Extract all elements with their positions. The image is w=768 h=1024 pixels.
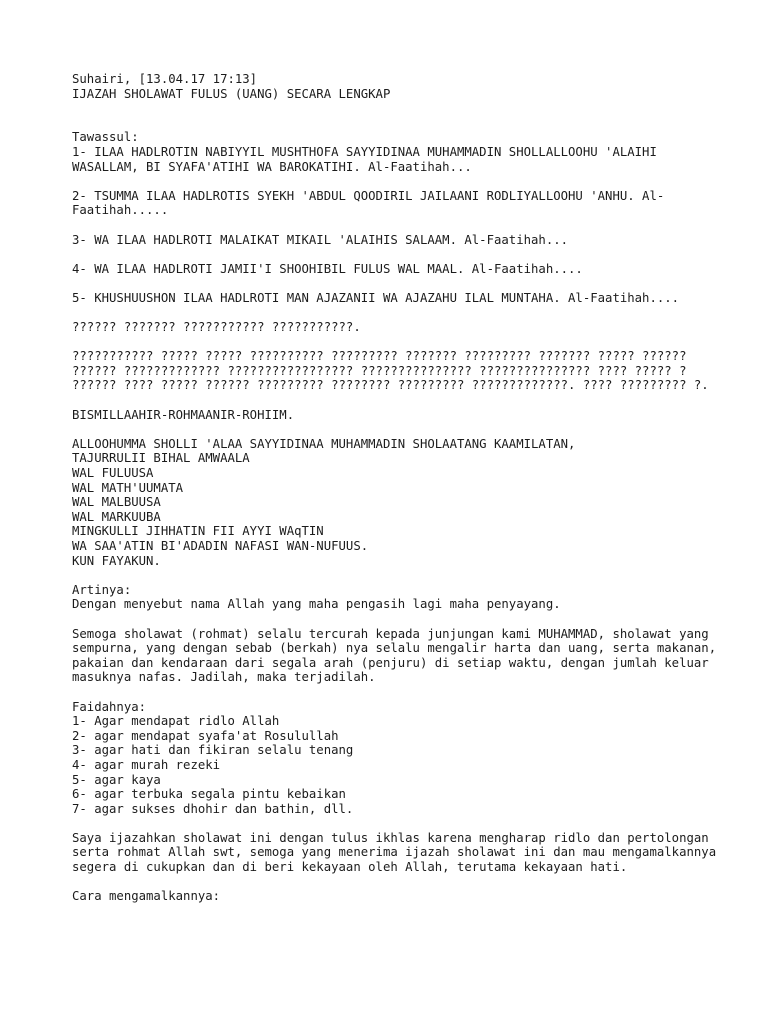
tawassul-section	[72, 130, 722, 174]
faidah-block	[72, 700, 722, 817]
tawassul-item-3-block	[72, 233, 722, 248]
faidah-item: 5- agar kaya	[72, 772, 161, 787]
tawassul-item-2: 2- TSUMMA ILAA HADLROTIS SYEKH 'ABDUL QOODIRIL JAILAANI RODLIYALLOOHU 'ANHU. Al-Faatihah.....	[72, 188, 665, 218]
cara-block	[72, 889, 722, 904]
faidah-item: 4- agar murah rezeki	[72, 757, 221, 772]
artinya-line: Dengan menyebut nama Allah yang maha pengasih lagi maha penyayang.	[72, 597, 561, 612]
document-page	[72, 72, 722, 918]
tawassul-item-5-block	[72, 291, 722, 306]
ijazah-paragraph-block	[72, 831, 722, 875]
faidah-item: 2- agar mendapat syafa'at Rosulullah	[72, 728, 339, 743]
artinya-heading: Artinya:	[72, 582, 132, 597]
message-header	[72, 72, 722, 101]
sholawat-line: WAL MARKUUBA	[72, 509, 161, 524]
cara-heading: Cara mengamalkannya:	[72, 889, 221, 904]
garbled-paragraph-block	[72, 349, 722, 393]
tawassul-item-4: 4- WA ILAA HADLROTI JAMII'I SHOOHIBIL FULUS WAL MAAL. Al-Faatihah....	[72, 261, 583, 276]
faidah-item: 3- agar hati dan fikiran selalu tenang	[72, 743, 354, 758]
faidah-item: 6- agar terbuka segala pintu kebaikan	[72, 787, 346, 802]
sholawat-line: WAL MALBUUSA	[72, 495, 161, 510]
basmalah-block	[72, 408, 722, 423]
sholawat-line: TAJURRULII BIHAL AMWAALA	[72, 451, 250, 466]
basmalah-line: BISMILLAAHIR-ROHMAANIR-ROHIIM.	[72, 407, 295, 422]
sholawat-line: MINGKULLI JIHHATIN FII AYYI WAqTIN	[72, 524, 324, 539]
sholawat-line: WA SAA'ATIN BI'ADADIN NAFASI WAN-NUFUUS.	[72, 539, 369, 553]
garbled-paragraph: ??????????? ????? ????? ?????????? ????????? ??????? ????????? ??????? ????? ?????? ?????? ????????????? ????????????????? ??????????????? ??????????????? ???? ????? ? ?????? ???? ????? ?????? ????????? ???????? ????????? ?????????????. ???? ????????? ?.	[72, 349, 709, 393]
faidah-item: 1- Agar mendapat ridlo Allah	[72, 714, 280, 729]
tawassul-item-3: 3- WA ILAA HADLROTI MALAIKAT MIKAIL 'ALAIHIS SALAAM. Al-Faatihah...	[72, 232, 569, 247]
artinya-block	[72, 583, 722, 612]
garbled-line-block	[72, 320, 722, 335]
sholawat-line: WAL MATH'UUMATA	[72, 480, 184, 495]
author-timestamp-line: Suhairi, [13.04.17 17:13]	[72, 72, 258, 86]
sholawat-line: ALLOOHUMMA SHOLLI 'ALAA SAYYIDINAA MUHAMMADIN SHOLAATANG KAAMILATAN,	[72, 436, 576, 451]
sholawat-line: KUN FAYAKUN.	[72, 553, 161, 568]
tawassul-item-5: 5- KHUSHUUSHON ILAA HADLROTI MAN AJAZANII WA AJAZAHU ILAL MUNTAHA. Al-Faatihah....	[72, 290, 680, 305]
artinya-paragraph: Semoga sholawat (rohmat) selalu tercurah kepada junjungan kami MUHAMMAD, sholawat yang sempurna, yang dengan sebab (berkah) nya selalu mengalir harta dan uang, serta makanan, pakaian dan kendaraan dari segala arah (penjuru) di setiap waktu, dengan jumlah keluar masuknya nafas. Jadilah, maka terjadilah.	[72, 626, 724, 685]
tawassul-item-1: 1- ILAA HADLROTIN NABIYYIL MUSHTHOFA SAYYIDINAA MUHAMMADIN SHOLLALLOOHU 'ALAIHI WASALLAM, BI SYAFA'ATIHI WA BAROKATIHI. Al-Faatihah...	[72, 144, 665, 174]
sholawat-block	[72, 437, 722, 568]
faidah-item: 7- agar sukses dhohir dan bathin, dll.	[72, 801, 354, 816]
faidah-heading: Faidahnya:	[72, 699, 147, 714]
tawassul-heading: Tawassul:	[72, 130, 139, 145]
tawassul-item-2-block	[72, 189, 722, 218]
sholawat-line: WAL FULUUSA	[72, 466, 154, 481]
tawassul-item-4-block	[72, 262, 722, 277]
artinya-paragraph-block	[72, 627, 722, 685]
document-title: IJAZAH SHOLAWAT FULUS (UANG) SECARA LENGKAP	[72, 86, 391, 101]
garbled-line: ?????? ??????? ??????????? ???????????.	[72, 320, 361, 335]
ijazah-paragraph: Saya ijazahkan sholawat ini dengan tulus ikhlas karena mengharap ridlo dan pertolongan serta rohmat Allah swt, semoga yang menerima ijazah sholawat ini dan mau mengamalkannya segera di cukupkan dan di beri kekayaan oleh Allah, terutama kekayaan hati.	[72, 830, 724, 875]
